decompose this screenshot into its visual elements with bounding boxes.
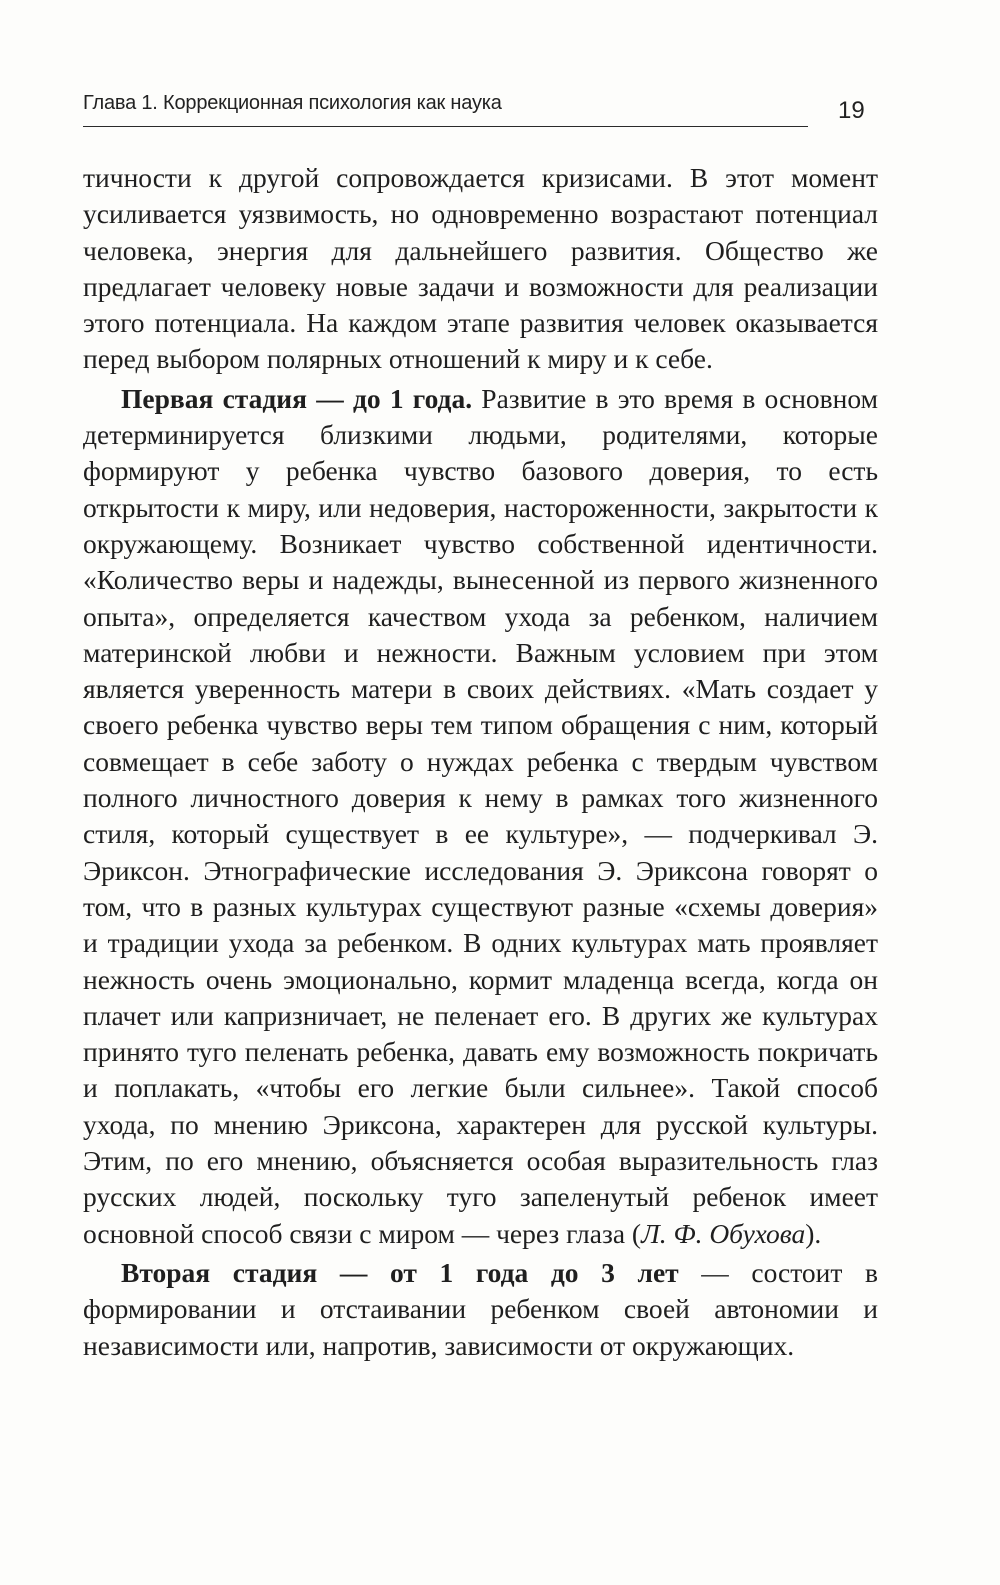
stage-heading: Первая стадия — до 1 года.: [121, 382, 473, 414]
chapter-title: Глава 1. Коррекционная психология как наука: [83, 92, 502, 114]
stage-heading: Вторая стадия — от 1 года до 3 лет: [121, 1256, 679, 1288]
body-text: [83, 160, 878, 1364]
page-number: 19: [838, 97, 865, 124]
paragraph-text: — состоит в формировании и отстаивании ребенком своей автономии и независимости или, напротив, зависимости от окружающих.: [83, 1256, 878, 1361]
paragraph-text: Развитие в это время в основном детерминируется близкими людьми, родителями, которые формируют у ребенка чувство базового доверия, то есть открытости к миру, или недоверия, настороженности, закрытости к окружающему. Возникает чувство собственной идентичности. «Количество веры и надежды, вынесенной из первого жизненного опыта», определяется качеством ухода за ребенком, наличием материнской любви и нежности. Важным условием при этом является уверенность матери в своих действиях. «Мать создает у своего ребенка чувство веры тем типом обращения с ним, который совмещает в себе заботу о нуждах ребенка с твердым чувством полного личностного доверия к нему в рамках того жизненного стиля, который существует в ее культуре», — подчеркивал Э. Эриксон. Этнографические исследования Э. Эриксона говорят о том, что в разных культурах существуют разные «схемы доверия» и традиции ухода за ребенком. В одних культурах мать проявляет нежность очень эмоционально, кормит младенца всегда, когда он плачет или капризничает, не пеленает его. В других же культурах принято туго пеленать ребенка, давать ему возможность покричать и поплакать, «чтобы его легкие были сильнее». Такой способ ухода, по мнению Эриксона, характерен для русской культуры. Этим, по его мнению, объясняется особая выразительность глаз русских людей, поскольку туго запеленутый ребенок имеет основной способ связи с миром — через глаза (: [83, 382, 878, 1249]
paragraph-first-stage: [83, 381, 878, 1252]
paragraph-continuation: [83, 160, 878, 378]
citation-author: Л. Ф. Обухова: [641, 1217, 806, 1249]
running-head: [83, 88, 808, 127]
paragraph-text-end: ).: [805, 1217, 822, 1249]
paragraph-second-stage: [83, 1255, 878, 1364]
paragraph-text: тичности к другой сопровождается кризисами. В этот момент усиливается уязвимость, но одновременно возрастают потенциал человека, энергия для дальнейшего развития. Общество же предлагает человеку новые задачи и возможности для реализации этого потенциала. На каждом этапе развития человек оказывается перед выбором полярных отношений к миру и к себе.: [83, 162, 878, 375]
